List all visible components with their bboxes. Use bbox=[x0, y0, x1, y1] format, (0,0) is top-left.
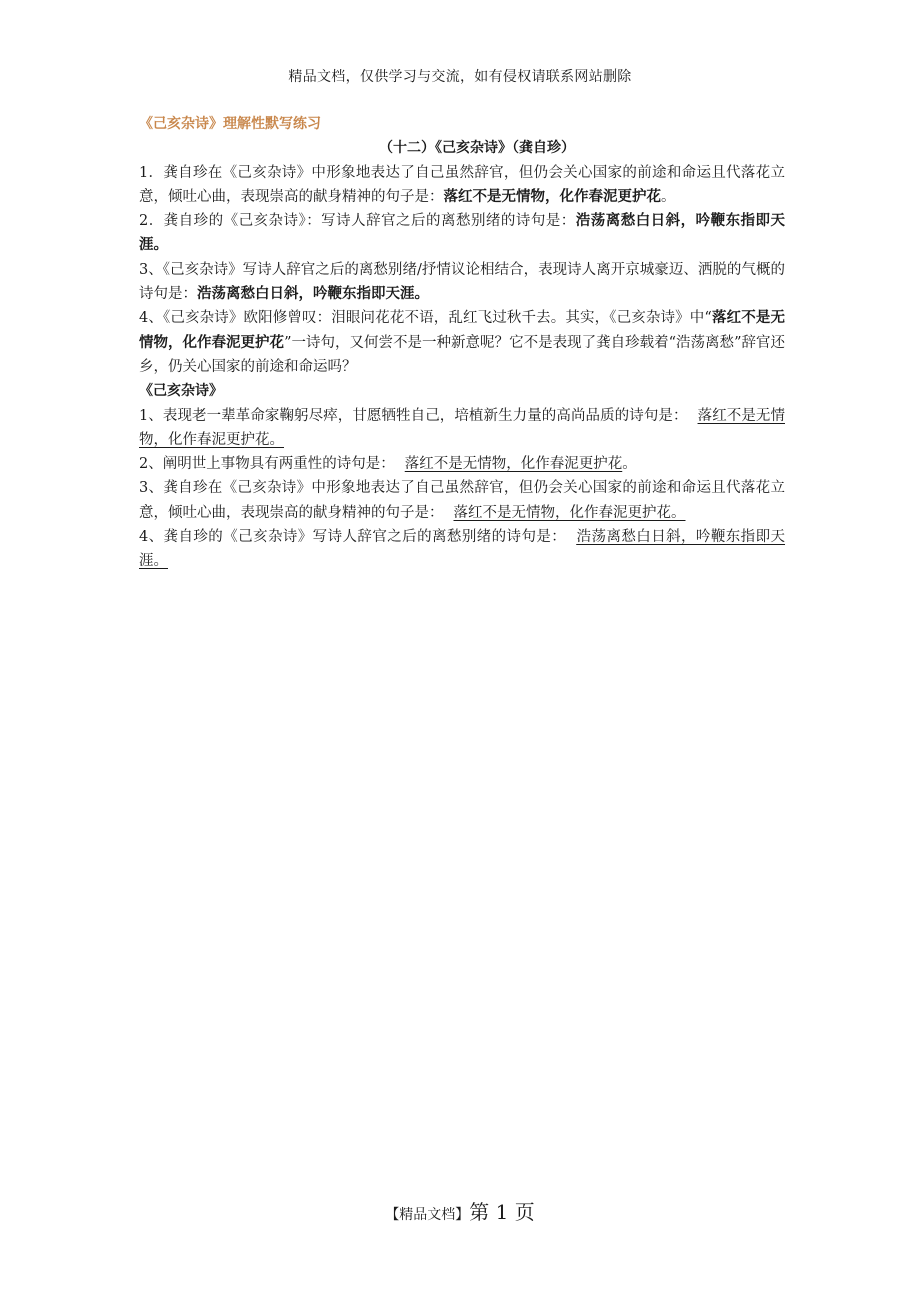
footer-label: 【精品文档】 bbox=[385, 1207, 470, 1223]
document-body bbox=[139, 112, 785, 574]
question-2 bbox=[139, 209, 785, 258]
question-text: 2．龚自珍的《己亥杂诗》：写诗人辞官之后的离愁别绪的诗句是： bbox=[139, 213, 576, 230]
question-text: 4、龚自珍的《己亥杂诗》写诗人辞官之后的离愁别绪的诗句是： bbox=[139, 529, 567, 546]
doc-subtitle: （十二）《己亥杂诗》（龚自珍） bbox=[379, 140, 575, 157]
section-title: 《己亥杂诗》 bbox=[139, 383, 223, 400]
page-footer bbox=[0, 1196, 920, 1225]
answer-text: 落红不是无情物，化作春泥更护花 bbox=[139, 310, 785, 351]
page-number: 第 1 页 bbox=[469, 1200, 535, 1224]
answer-text: 浩荡离愁白日斜，吟鞭东指即天涯。 bbox=[197, 286, 429, 303]
question-text: 1．龚自珍在《己亥杂诗》中形象地表达了自己虽然辞官，但仍会关心国家的前途和命运且代落花立意，倾吐心曲，表现崇高的献身精神的句子是： bbox=[139, 164, 785, 205]
punctuation: 。 bbox=[661, 188, 676, 205]
answer-text: 落红不是无情物，化作春泥更护花。 bbox=[139, 407, 785, 448]
page-header: 精品文档，仅供学习与交流，如有侵权请联系网站删除 bbox=[288, 69, 632, 85]
answer-text: 浩荡离愁白日斜，吟鞭东指即天涯。 bbox=[139, 529, 786, 570]
question-text: 1、表现老一辈革命家鞠躬尽瘁，甘愿牺牲自己，培植新生力量的高尚品质的诗句是： bbox=[139, 407, 688, 424]
exercise-2 bbox=[139, 452, 785, 476]
question-text: 3、《己亥杂诗》写诗人辞官之后的离愁别绪/抒情议论相结合，表现诗人离开京城豪迈、洒脱的气概的诗句是： bbox=[139, 261, 785, 303]
question-text: ”一诗句，又何尝不是一种新意呢？它不是表现了龚自珍载着“浩荡离愁”辞官还乡，仍关心国家的前途和命运吗？ bbox=[139, 334, 785, 375]
question-text: 3、龚自珍在《己亥杂诗》中形象地表达了自己虽然辞官，但仍会关心国家的前途和命运且代落花立意，倾吐心曲，表现崇高的献身精神的句子是： bbox=[139, 480, 785, 521]
punctuation: 。 bbox=[622, 456, 637, 473]
doc-title: 《己亥杂诗》理解性默写练习 bbox=[139, 116, 321, 132]
answer-text: 落红不是无情物，化作春泥更护花 bbox=[404, 456, 623, 473]
exercise-4 bbox=[139, 525, 785, 574]
exercise-1 bbox=[139, 404, 785, 453]
question-text: 4、《己亥杂诗》欧阳修曾叹：泪眼问花花不语，乱红飞过秋千去。其实，《己亥杂诗》中“ bbox=[139, 310, 712, 327]
question-4 bbox=[139, 306, 785, 379]
question-text: 2、阐明世上事物具有两重性的诗句是： bbox=[139, 456, 395, 473]
answer-text: 落红不是无情物，化作春泥更护花 bbox=[443, 188, 661, 205]
question-1 bbox=[139, 161, 785, 210]
exercise-3 bbox=[139, 476, 785, 525]
answer-text: 落红不是无情物，化作春泥更护花。 bbox=[453, 504, 686, 521]
answer-text: 浩荡离愁白日斜，吟鞭东指即天涯。 bbox=[139, 213, 785, 254]
question-3 bbox=[139, 258, 785, 307]
